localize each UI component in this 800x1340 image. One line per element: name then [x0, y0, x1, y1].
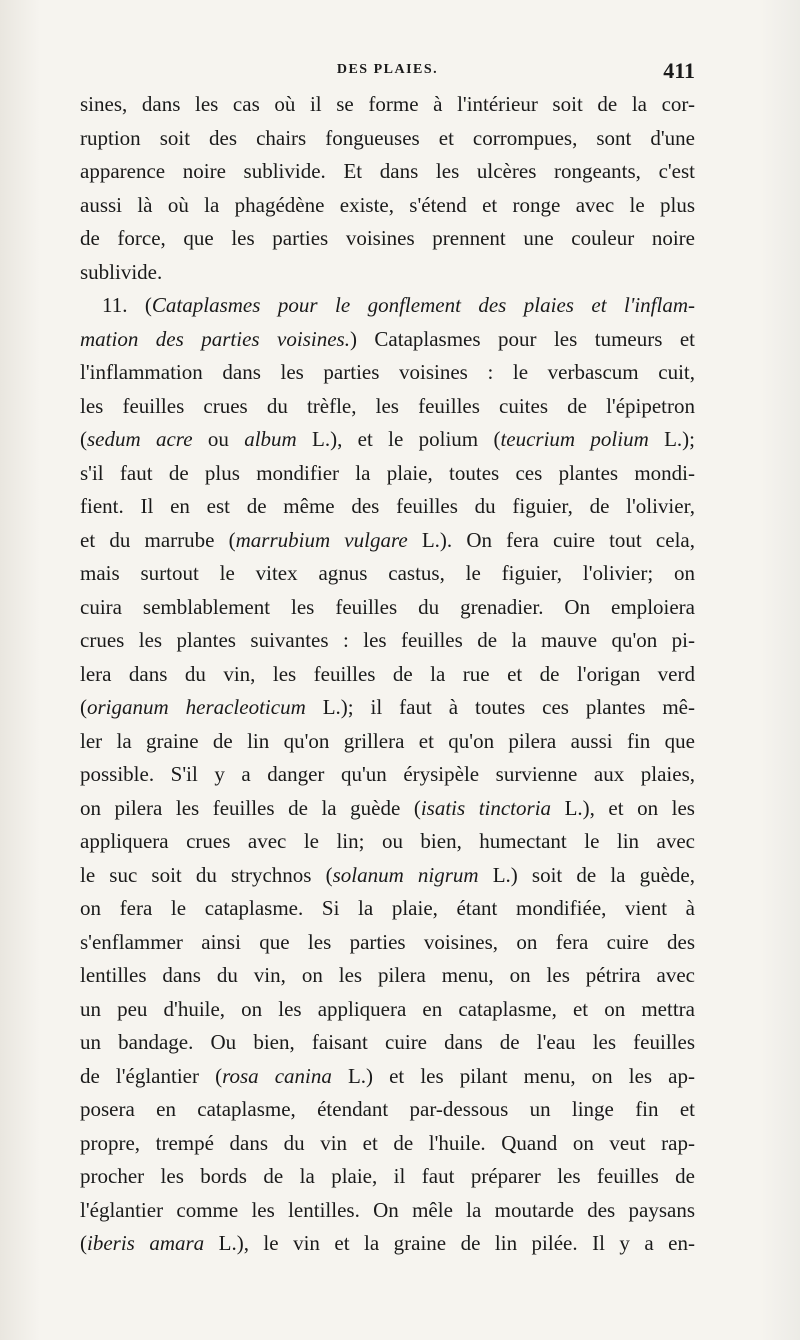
text-line	[80, 423, 695, 457]
text-line: aussi là où la phagédène existe, s'étend et ronge avec le plus	[80, 192, 695, 217]
italic-segment: album	[244, 427, 297, 451]
text-segment: (	[80, 427, 87, 451]
italic-segment: solanum nigrum	[332, 862, 479, 887]
text-line: on fera le cataplasme. Si la plaie, étant mondifiée, vient à	[80, 896, 695, 920]
text-line: l'inflammation dans les parties voisines : le verbascum cuit,	[80, 360, 695, 384]
italic-segment: isatis tinctoria	[420, 795, 552, 820]
text-segment: de l'églantier (	[80, 1063, 223, 1088]
text-line: procher les bords de la plaie, il faut préparer les feuilles de	[80, 1164, 695, 1188]
text-line	[80, 524, 695, 558]
text-line: mais surtout le vitex agnus castus, le figuier, l'olivier; on	[80, 561, 695, 585]
text-line: sines, dans les cas où il se forme à l'intérieur soit de la cor-	[80, 92, 695, 116]
italic-segment: mation des parties voisines.	[80, 326, 350, 351]
italic-segment: marrubium vulgare	[235, 527, 408, 552]
text-segment: (	[80, 1231, 87, 1255]
text-line	[80, 1060, 695, 1094]
text-line	[80, 1227, 695, 1261]
text-line: crues les plantes suivantes : les feuilles de la mauve qu'on pi-	[80, 628, 695, 652]
text-line: posera en cataplasme, étendant par-dessous un linge fin et	[80, 1097, 695, 1121]
text-line	[80, 323, 695, 357]
text-line: lentilles dans du vin, on les pilera menu, on les pétrira avec	[80, 963, 695, 987]
text-line: cuira semblablement les feuilles du grenadier. On emploiera	[80, 594, 695, 619]
text-segment: L.) et les pilant menu, on les ap-	[331, 1063, 695, 1088]
text-line: possible. S'il y a danger qu'un érysipèle survienne aux plaies,	[80, 762, 695, 786]
text-segment: ) Cataplasmes pour les tumeurs et	[349, 326, 696, 351]
text-line: l'églantier comme les lentilles. On mêle la moutarde des paysans	[80, 1197, 695, 1222]
text-line	[80, 859, 695, 893]
text-segment: L.), et le polium (	[296, 427, 501, 451]
text-line: s'il faut de plus mondifier la plaie, toutes ces plantes mondi-	[80, 460, 695, 485]
italic-segment: Cataplasmes pour le gonflement des plaies et l'inflam-	[151, 293, 695, 317]
italic-segment: rosa canina	[222, 1063, 332, 1088]
text-line: fient. Il en est de même des feuilles du figuier, de l'olivier,	[80, 494, 695, 518]
body-text	[80, 88, 695, 1261]
text-segment: L.) soit de la guède,	[478, 862, 695, 887]
text-line: apparence noire sublivide. Et dans les ulcères rongeants, c'est	[80, 159, 695, 183]
italic-segment: iberis amara	[87, 1231, 205, 1255]
text-line	[80, 289, 695, 323]
text-line: les feuilles crues du trèfle, les feuilles cuites de l'épipetron	[80, 393, 695, 418]
text-segment: L.). On fera cuire tout cela,	[407, 527, 695, 552]
text-segment: on pilera les feuilles de la guède (	[80, 795, 421, 820]
text-segment: le suc soit du strychnos (	[80, 862, 333, 887]
italic-segment: sedum acre	[87, 427, 193, 451]
page-number: 411	[663, 58, 695, 83]
text-line: ruption soit des chairs fongueuses et corrompues, sont d'une	[80, 125, 695, 150]
text-segment: L.);	[648, 427, 695, 451]
text-segment: L.), le vin et la graine de lin pilée. Il y a en-	[204, 1231, 695, 1255]
text-segment: et du marrube (	[80, 527, 236, 552]
text-line	[80, 792, 695, 826]
text-line: de force, que les parties voisines prennent une couleur noire	[80, 226, 695, 250]
text-segment: L.), et on les	[551, 795, 695, 820]
text-line: ler la graine de lin qu'on grillera et qu'on pilera aussi fin que	[80, 728, 695, 753]
text-segment: ou	[192, 427, 245, 451]
text-line: un peu d'huile, on les appliquera en cataplasme, et on mettra	[80, 996, 695, 1021]
italic-segment: origanum heracleoticum	[87, 695, 306, 719]
text-line: propre, trempé dans du vin et de l'huile. Quand on veut rap-	[80, 1130, 695, 1155]
text-line: un bandage. Ou bien, faisant cuire dans de l'eau les feuilles	[80, 1030, 695, 1054]
page-header	[80, 58, 695, 82]
text-segment: 11. (	[102, 293, 152, 317]
text-line: appliquera crues avec le lin; ou bien, humectant le lin avec	[80, 829, 695, 853]
text-line: s'enflammer ainsi que les parties voisines, on fera cuire des	[80, 929, 695, 954]
text-line: sublivide.	[80, 259, 163, 284]
text-line	[80, 691, 695, 725]
text-line: lera dans du vin, les feuilles de la rue et de l'origan verd	[80, 661, 695, 686]
italic-segment: teucrium polium	[500, 427, 649, 451]
running-head: DES PLAIES.	[336, 62, 439, 77]
text-segment: L.); il faut à toutes ces plantes mê-	[305, 695, 695, 719]
text-segment: (	[80, 695, 87, 719]
